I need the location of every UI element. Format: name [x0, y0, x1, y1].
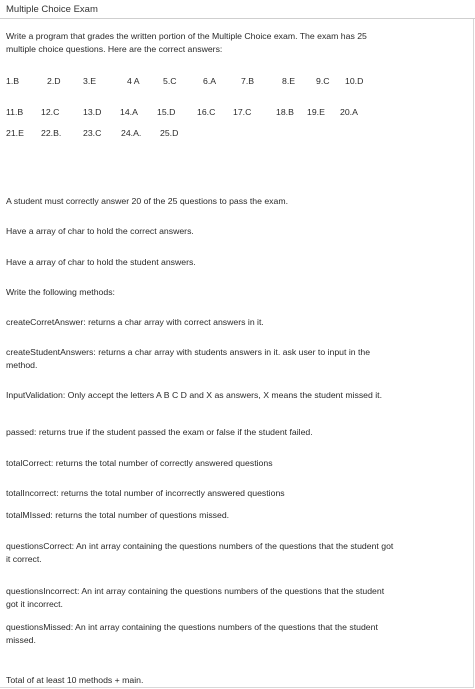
answer-item: 21.E — [6, 128, 24, 138]
questions-correct-line-1: questionsCorrect: An int array containing the questions numbers of the questions that the student got — [6, 541, 394, 551]
create-student-answers-line-2: method. — [6, 360, 38, 370]
total-missed-text: totalMIssed: returns the total number of questions missed. — [6, 510, 230, 520]
intro-text-line-1: Write a program that grades the written portion of the Multiple Choice exam. The exam has 25 — [6, 31, 367, 41]
answer-item: 17.C — [233, 107, 252, 117]
answer-item: 20.A — [340, 107, 358, 117]
answer-item: 22.B. — [41, 128, 62, 138]
total-methods-text: Total of at least 10 methods + main. — [6, 675, 144, 685]
answer-item: 10.D — [345, 76, 364, 86]
answer-item: 18.B — [276, 107, 294, 117]
answer-item: 23.C — [83, 128, 102, 138]
page-title: Multiple Choice Exam — [6, 4, 98, 15]
input-validation-text: InputValidation: Only accept the letters A B C D and X as answers, X means the student missed it. — [6, 390, 383, 400]
answer-item: 15.D — [157, 107, 176, 117]
correct-array-text: Have a array of char to hold the correct answers. — [6, 226, 194, 236]
create-correct-answer-text: createCorretAnswer: returns a char array with correct answers in it. — [6, 317, 264, 327]
answer-item: 13.D — [83, 107, 102, 117]
student-array-text: Have a array of char to hold the student answers. — [6, 257, 196, 267]
questions-correct-line-2: it correct. — [6, 554, 42, 564]
create-student-answers-line-1: createStudentAnswers: returns a char array with students answers in it. ask user to input in the — [6, 347, 371, 357]
questions-incorrect-line-1: questionsIncorrect: An int array containing the questions numbers of the questions that the student — [6, 586, 385, 596]
answer-item: 12.C — [41, 107, 60, 117]
answer-item: 9.C — [316, 76, 330, 86]
answer-item: 7.B — [241, 76, 255, 86]
total-incorrect-text: totalIncorrect: returns the total number of incorrectly answered questions — [6, 488, 285, 498]
methods-heading: Write the following methods: — [6, 287, 115, 297]
answer-item: 11.B — [6, 107, 24, 117]
passed-method-text: passed: returns true if the student passed the exam or false if the student failed. — [6, 427, 313, 437]
answer-item: 4 A — [127, 76, 140, 86]
answer-item: 2.D — [47, 76, 61, 86]
total-correct-text: totalCorrect: returns the total number of correctly answered questions — [6, 458, 273, 468]
questions-incorrect-line-2: got it incorrect. — [6, 599, 63, 609]
intro-text-line-2: multiple choice questions. Here are the correct answers: — [6, 44, 223, 54]
questions-missed-line-1: questionsMissed: An int array containing the questions numbers of the questions that the student — [6, 622, 378, 632]
answer-item: 16.C — [197, 107, 216, 117]
answer-item: 24.A. — [121, 128, 142, 138]
pass-rule-text: A student must correctly answer 20 of the 25 questions to pass the exam. — [6, 196, 289, 206]
questions-missed-line-2: missed. — [6, 635, 36, 645]
answer-item: 14.A — [120, 107, 138, 117]
answer-item: 3.E — [83, 76, 97, 86]
answer-item: 1.B — [6, 76, 20, 86]
answer-item: 6.A — [203, 76, 217, 86]
answer-item: 5.C — [163, 76, 177, 86]
answer-item: 25.D — [160, 128, 179, 138]
answer-item: 8.E — [282, 76, 296, 86]
answer-item: 19.E — [307, 107, 325, 117]
